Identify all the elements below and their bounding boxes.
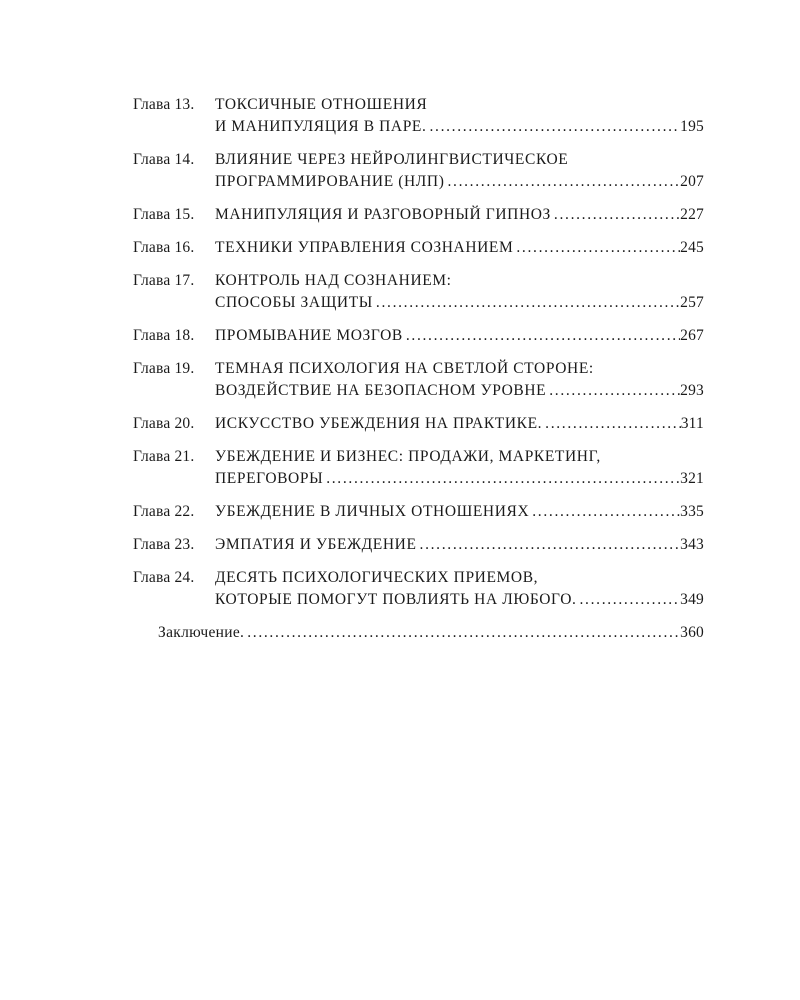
toc-entry-chapter-13[interactable] <box>133 94 704 138</box>
chapter-number: Глава 24. <box>133 569 195 586</box>
chapter-title-line: ТЕМНАЯ ПСИХОЛОГИЯ НА СВЕТЛОЙ СТОРОНЕ: <box>215 360 594 377</box>
chapter-title-line: ВЛИЯНИЕ ЧЕРЕЗ НЕЙРОЛИНГВИСТИЧЕСКОЕ <box>215 151 569 168</box>
page-number: 349 <box>680 591 704 608</box>
toc-entry-chapter-18[interactable] <box>133 325 704 347</box>
toc-entry-chapter-16[interactable] <box>133 237 704 259</box>
dot-leader <box>549 380 680 402</box>
chapter-title-line: ПРОГРАММИРОВАНИЕ (НЛП) <box>215 173 445 190</box>
chapter-title-line: СПОСОБЫ ЗАЩИТЫ <box>215 294 373 311</box>
dot-leader <box>447 171 680 193</box>
chapter-title-line: ИСКУССТВО УБЕЖДЕНИЯ НА ПРАКТИКЕ. <box>215 415 543 432</box>
chapter-title-line: ДЕСЯТЬ ПСИХОЛОГИЧЕСКИХ ПРИЕМОВ, <box>215 569 539 586</box>
chapter-number: Глава 15. <box>133 206 195 223</box>
chapter-title-line: УБЕЖДЕНИЕ В ЛИЧНЫХ ОТНОШЕНИЯХ <box>215 503 530 520</box>
toc-entry-chapter-24[interactable] <box>133 567 704 611</box>
toc-entry-conclusion[interactable] <box>133 622 704 644</box>
dot-leader <box>376 292 680 314</box>
chapter-number: Глава 23. <box>133 536 195 553</box>
dot-leader <box>326 468 680 490</box>
chapter-title-line: ТЕХНИКИ УПРАВЛЕНИЯ СОЗНАНИЕМ <box>215 239 514 256</box>
toc-entry-chapter-22[interactable] <box>133 501 704 523</box>
toc-entry-chapter-17[interactable] <box>133 270 704 314</box>
toc-entry-chapter-23[interactable] <box>133 534 704 556</box>
dot-leader <box>429 116 680 138</box>
dot-leader <box>516 237 680 259</box>
chapter-title-line: УБЕЖДЕНИЕ И БИЗНЕС: ПРОДАЖИ, МАРКЕТИНГ, <box>215 448 601 465</box>
conclusion-title: Заключение. <box>158 624 245 641</box>
page-number: 360 <box>680 624 704 641</box>
page-number: 293 <box>680 382 704 399</box>
dot-leader <box>580 589 681 611</box>
page-number: 227 <box>680 206 704 223</box>
toc-entry-chapter-15[interactable] <box>133 204 704 226</box>
page-number: 267 <box>680 327 704 344</box>
dot-leader <box>247 622 680 644</box>
chapter-title-line: ПЕРЕГОВОРЫ <box>215 470 324 487</box>
dot-leader <box>545 413 681 435</box>
chapter-number: Глава 18. <box>133 327 195 344</box>
toc-entry-chapter-20[interactable] <box>133 413 704 435</box>
toc-entry-chapter-21[interactable] <box>133 446 704 490</box>
chapter-title-line: ЭМПАТИЯ И УБЕЖДЕНИЕ <box>215 536 417 553</box>
chapter-number: Глава 14. <box>133 151 195 168</box>
chapter-number: Глава 20. <box>133 415 195 432</box>
chapter-title-line: ТОКСИЧНЫЕ ОТНОШЕНИЯ <box>215 96 428 113</box>
table-of-contents <box>133 94 704 655</box>
page-number: 335 <box>680 503 704 520</box>
chapter-title-line: КОТОРЫЕ ПОМОГУТ ПОВЛИЯТЬ НА ЛЮБОГО. <box>215 591 577 608</box>
chapter-number: Глава 22. <box>133 503 195 520</box>
page-number: 195 <box>680 118 704 135</box>
chapter-number: Глава 13. <box>133 96 195 113</box>
chapter-title-line: ПРОМЫВАНИЕ МОЗГОВ <box>215 327 403 344</box>
page-number: 311 <box>680 415 704 432</box>
toc-entry-chapter-19[interactable] <box>133 358 704 402</box>
page-number: 257 <box>680 294 704 311</box>
page-number: 245 <box>680 239 704 256</box>
chapter-title-line: МАНИПУЛЯЦИЯ И РАЗГОВОРНЫЙ ГИПНОЗ <box>215 206 551 223</box>
chapter-number: Глава 17. <box>133 272 195 289</box>
chapter-title-line: И МАНИПУЛЯЦИЯ В ПАРЕ. <box>215 118 427 135</box>
dot-leader <box>554 204 680 226</box>
chapter-title-line: КОНТРОЛЬ НАД СОЗНАНИЕМ: <box>215 272 452 289</box>
dot-leader <box>532 501 680 523</box>
page-number: 321 <box>680 470 704 487</box>
page-number: 207 <box>680 173 704 190</box>
dot-leader <box>406 325 680 347</box>
toc-entry-chapter-14[interactable] <box>133 149 704 193</box>
chapter-number: Глава 21. <box>133 448 195 465</box>
dot-leader <box>420 534 681 556</box>
chapter-number: Глава 19. <box>133 360 195 377</box>
chapter-title-line: ВОЗДЕЙСТВИЕ НА БЕЗОПАСНОМ УРОВНЕ <box>215 382 547 399</box>
page-number: 343 <box>680 536 704 553</box>
chapter-number: Глава 16. <box>133 239 195 256</box>
